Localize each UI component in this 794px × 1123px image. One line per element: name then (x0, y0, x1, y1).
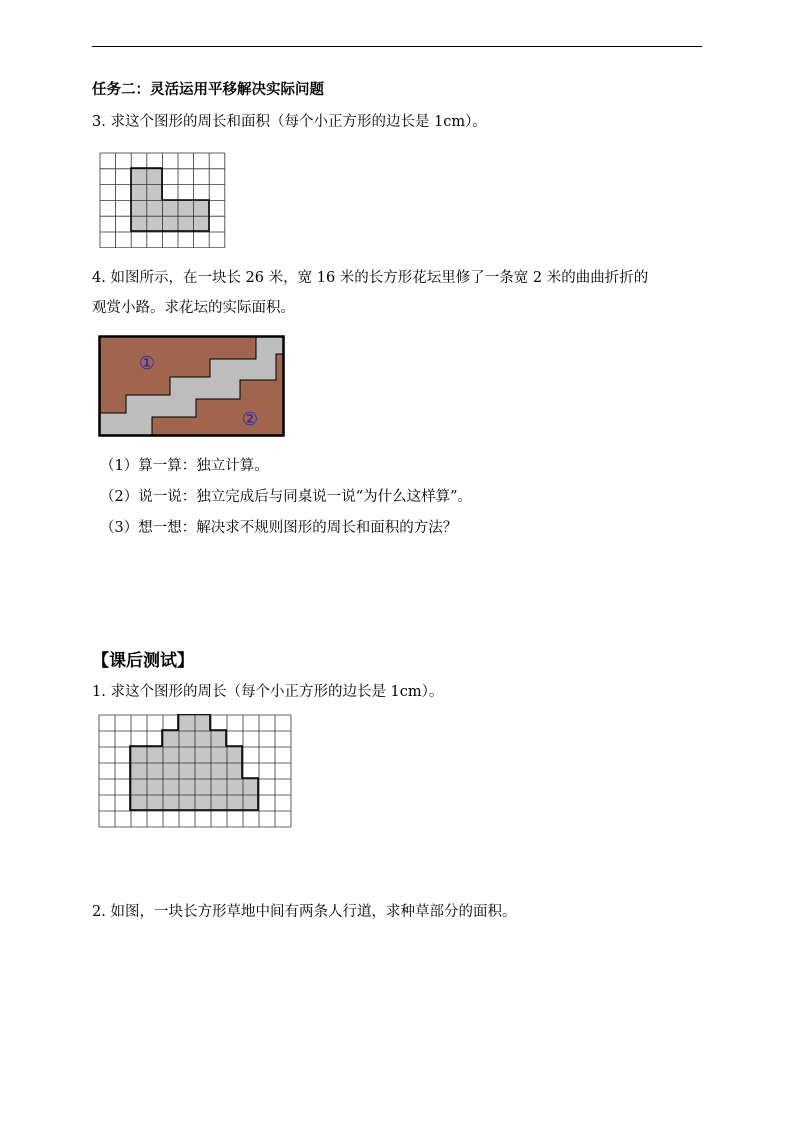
region-2-label: ② (241, 409, 259, 430)
l-shape-grid-figure (99, 152, 226, 248)
post-test-heading: 【课后测试】 (92, 651, 194, 671)
stepped-shape-grid-figure (98, 714, 294, 829)
post-test-question-1: 1. 求这个图形的周长（每个小正方形的边长是 1cm）。 (92, 684, 444, 700)
stepped-shape (130, 714, 258, 810)
question-3: 3. 求这个图形的周长和面积（每个小正方形的边长是 1cm）。 (92, 114, 487, 130)
question-4-line1: 4. 如图所示，在一块长 26 米，宽 16 米的长方形花坛里修了一条宽 2 米的曲曲折折的 (92, 270, 649, 286)
task2-heading: 任务二：灵活运用平移解决实际问题 (92, 81, 324, 98)
step-3: （3）想一想：解决求不规则图形的周长和面积的方法？ (100, 520, 458, 536)
header-rule (92, 46, 702, 47)
post-test-question-2: 2. 如图，一块长方形草地中间有两条人行道，求种草部分的面积。 (92, 904, 517, 920)
step-2: （2）说一说：独立完成后与同桌说一说“为什么这样算”。 (100, 489, 473, 505)
question-4-line2: 观赏小路。求花坛的实际面积。 (92, 300, 295, 316)
region-1-label: ① (138, 353, 156, 374)
flowerbed-figure (98, 335, 286, 438)
step-1: （1）算一算：独立计算。 (100, 458, 269, 474)
